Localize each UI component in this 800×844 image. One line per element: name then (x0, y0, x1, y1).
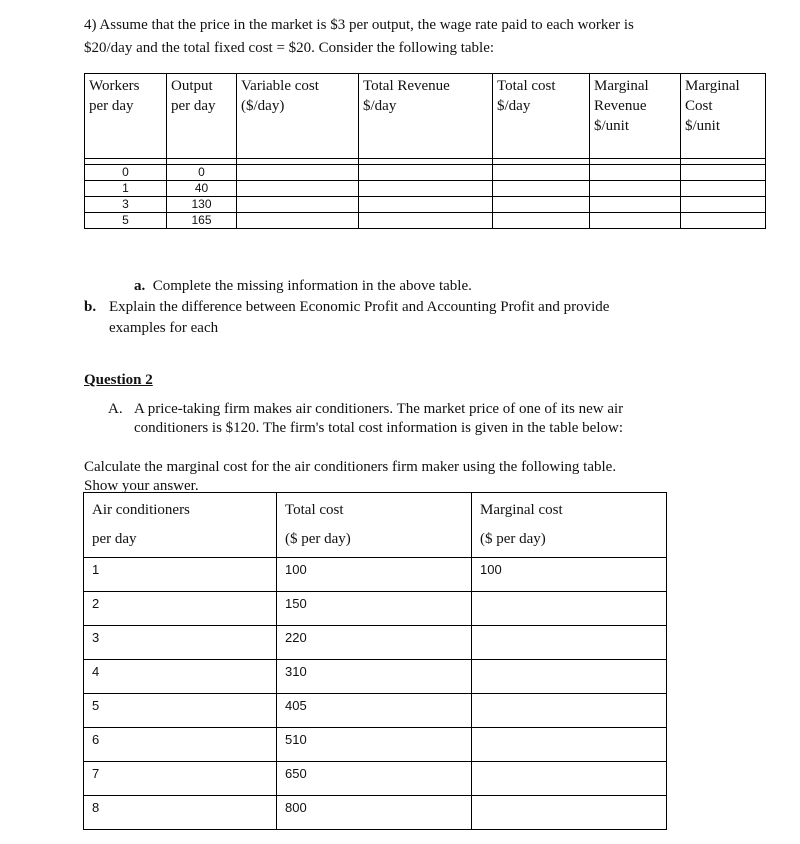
table-cell: 510 (277, 728, 472, 762)
table-cell (493, 181, 590, 197)
part-b-line-2: examples for each (109, 320, 219, 336)
q2-a-label: A. (108, 401, 123, 417)
header-total-cost (493, 74, 590, 159)
table-cell: 3 (84, 626, 277, 660)
q4-intro-line-1: 4) Assume that the price in the market is $3 per output, the wage rate paid to each worker is (84, 17, 634, 33)
header-marginal-cost (681, 74, 766, 159)
table-cell: 8 (84, 796, 277, 830)
q4-intro-line-2: $20/day and the total fixed cost = $20. Consider the following table: (84, 40, 495, 56)
table-cell (359, 213, 493, 229)
table-cell (472, 728, 667, 762)
table-cell: 1 (85, 181, 167, 197)
header-label: Revenue (594, 98, 647, 114)
table-cell (472, 762, 667, 796)
table-cell: 0 (167, 165, 237, 181)
table-row (84, 626, 667, 660)
table-cell (237, 165, 359, 181)
table-cell: 100 (472, 558, 667, 592)
q2-a-line-1: A price-taking firm makes air conditioners. The market price of one of its new air (134, 401, 624, 417)
table-row (85, 197, 766, 213)
table-cell (472, 592, 667, 626)
table-row (84, 592, 667, 626)
header-label: Workers (89, 78, 140, 94)
table-cell (681, 181, 766, 197)
table-cell (493, 213, 590, 229)
table-cell: 1 (84, 558, 277, 592)
production-cost-table (84, 73, 766, 229)
header-total-revenue (359, 74, 493, 159)
header-label: Marginal (685, 78, 740, 94)
header-marginal-cost (472, 493, 667, 558)
table-cell: 220 (277, 626, 472, 660)
table-row (84, 660, 667, 694)
table-cell (359, 197, 493, 213)
table-header-row (84, 493, 667, 558)
header-label: ($ per day) (285, 531, 351, 547)
table-cell (472, 660, 667, 694)
header-label: per day (89, 98, 134, 114)
table-cell (681, 213, 766, 229)
table-cell: 150 (277, 592, 472, 626)
part-a-label: a. (134, 278, 146, 294)
table-cell (493, 165, 590, 181)
table-cell: 2 (84, 592, 277, 626)
header-label: Cost (685, 98, 713, 114)
table-cell (681, 165, 766, 181)
q2-a-line-2: conditioners is $120. The firm's total cost information is given in the table below: (134, 420, 624, 436)
header-variable-cost (237, 74, 359, 159)
table-row (85, 181, 766, 197)
table-cell: 6 (84, 728, 277, 762)
header-label: Marginal (594, 78, 649, 94)
header-output (167, 74, 237, 159)
header-label: ($ per day) (480, 531, 546, 547)
table-row (84, 762, 667, 796)
table-cell (237, 213, 359, 229)
table-cell: 4 (84, 660, 277, 694)
table-row (85, 213, 766, 229)
table-cell (590, 165, 681, 181)
part-b-line-1: Explain the difference between Economic Profit and Accounting Profit and provide (109, 299, 610, 315)
table-row (84, 558, 667, 592)
table-header-row (85, 74, 766, 159)
table-cell: 130 (167, 197, 237, 213)
table-cell (359, 181, 493, 197)
table-cell (590, 197, 681, 213)
header-workers (85, 74, 167, 159)
table-cell: 100 (277, 558, 472, 592)
table-cell: 40 (167, 181, 237, 197)
part-b-label: b. (84, 299, 97, 315)
header-label: ($/day) (241, 98, 285, 114)
table-cell (237, 197, 359, 213)
table-cell: 310 (277, 660, 472, 694)
calc-instruction-line-1: Calculate the marginal cost for the air conditioners firm maker using the following table. (84, 459, 617, 475)
table-cell (472, 694, 667, 728)
table-cell (590, 181, 681, 197)
part-a-text: Complete the missing information in the above table. (152, 278, 472, 294)
header-label: $/day (497, 98, 531, 114)
table-cell: 3 (85, 197, 167, 213)
table-cell: 7 (84, 762, 277, 796)
header-label: per day (92, 531, 137, 547)
header-label: Total cost (497, 78, 556, 94)
header-label: per day (171, 98, 216, 114)
air-conditioner-cost-table (83, 492, 667, 830)
table-cell (472, 796, 667, 830)
header-label: Total Revenue (363, 78, 450, 94)
table-cell: 650 (277, 762, 472, 796)
header-label: Marginal cost (480, 502, 563, 518)
table-cell (590, 213, 681, 229)
table-row (84, 728, 667, 762)
part-a (134, 276, 472, 296)
table-row (85, 165, 766, 181)
table-cell: 165 (167, 213, 237, 229)
header-marginal-revenue (590, 74, 681, 159)
header-label: Total cost (285, 502, 344, 518)
header-label: Output (171, 78, 213, 94)
table-cell: 405 (277, 694, 472, 728)
header-label: $/unit (594, 118, 630, 134)
table-cell (472, 626, 667, 660)
table-cell (493, 197, 590, 213)
table-row (84, 796, 667, 830)
header-total-cost (277, 493, 472, 558)
table-cell: 800 (277, 796, 472, 830)
calc-instruction-line-2: Show your answer. (84, 478, 199, 494)
header-label: Variable cost (241, 78, 319, 94)
header-label: $/unit (685, 118, 721, 134)
table-cell: 5 (85, 213, 167, 229)
table-row (84, 694, 667, 728)
header-air-conditioners (84, 493, 277, 558)
table-cell: 0 (85, 165, 167, 181)
header-label: Air conditioners (92, 502, 190, 518)
table-cell (681, 197, 766, 213)
table-cell (237, 181, 359, 197)
table-cell (359, 165, 493, 181)
question-2-heading: Question 2 (84, 372, 153, 388)
header-label: $/day (363, 98, 397, 114)
table-cell: 5 (84, 694, 277, 728)
